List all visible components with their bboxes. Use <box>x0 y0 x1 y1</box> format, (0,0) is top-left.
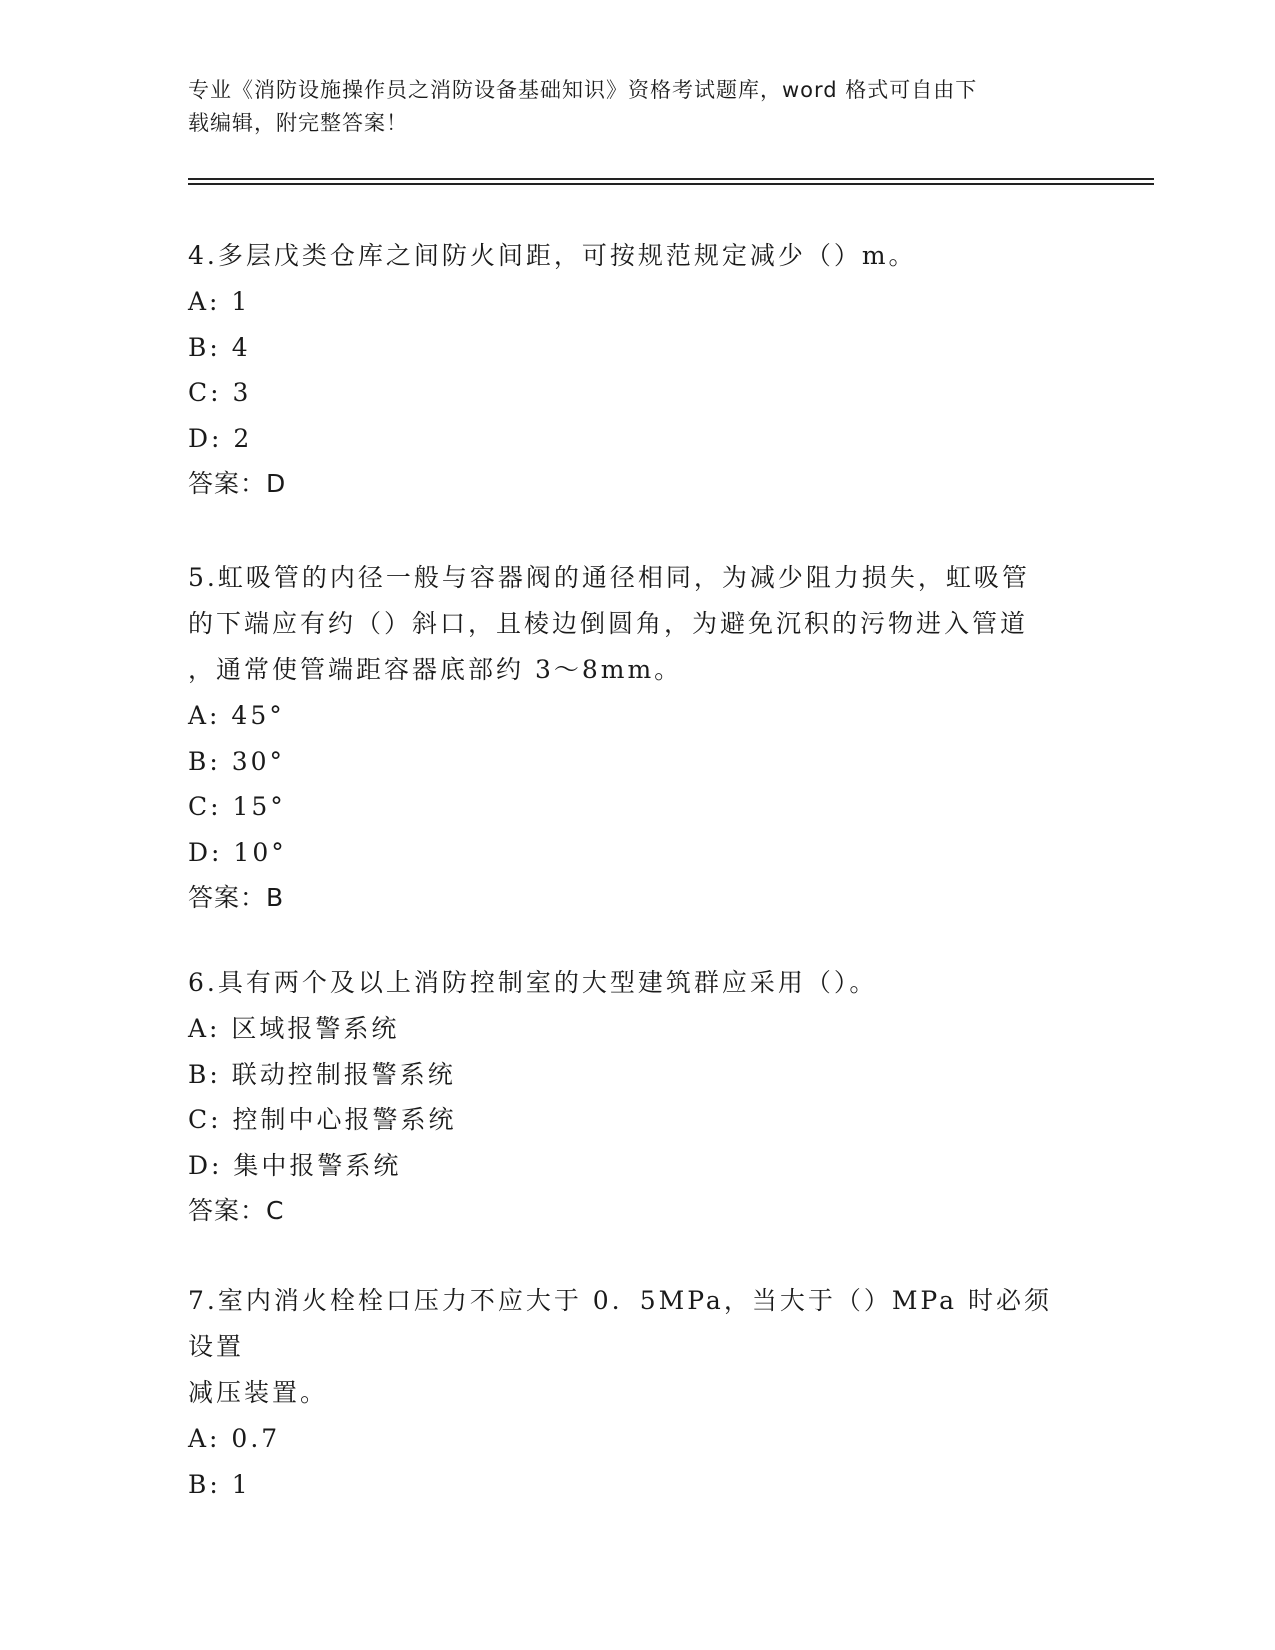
header-line-1: 专业《消防设施操作员之消防设备基础知识》资格考试题库，word 格式可自由下 <box>188 78 978 102</box>
option-a: A: 1 <box>188 287 251 316</box>
question-6 <box>188 960 1078 1233</box>
option-c: C: 3 <box>188 378 252 407</box>
option-d: D: 2 <box>188 423 253 453</box>
question-stem-line-2: 减压装置。 <box>188 1378 329 1407</box>
option-a: A: 45° <box>188 701 285 730</box>
option-b: B: 4 <box>188 332 251 362</box>
header-divider-top <box>188 178 1154 180</box>
question-stem-line-3: ，通常使管端距容器底部约 3～8mm。 <box>188 655 683 684</box>
option-d: D: 集中报警系统 <box>188 1150 402 1180</box>
option-c: C: 15° <box>188 792 286 821</box>
question-stem: 4.多层戊类仓库之间防火间距，可按规范规定减少（）m。 <box>188 241 917 270</box>
option-b: B: 1 <box>188 1469 251 1499</box>
option-a: A: 0.7 <box>188 1424 281 1453</box>
header-divider-bottom <box>188 183 1154 185</box>
document-header <box>188 74 1068 140</box>
header-line-2: 载编辑，附完整答案！ <box>188 111 408 135</box>
question-stem: 6.具有两个及以上消防控制室的大型建筑群应采用（）。 <box>188 968 878 997</box>
answer-label: 答案：B <box>188 883 285 912</box>
option-b: B: 联动控制报警系统 <box>188 1059 456 1089</box>
option-c: C: 控制中心报警系统 <box>188 1105 457 1134</box>
question-stem-line-1: 5.虹吸管的内径一般与容器阀的通径相同，为减少阻力损失，虹吸管 <box>188 563 1030 592</box>
option-b: B: 30° <box>188 746 286 776</box>
question-stem-line-1: 7.室内消火栓栓口压力不应大于 0．5MPa，当大于（）MPa 时必须设置 <box>188 1286 1052 1361</box>
question-5 <box>188 555 1078 920</box>
answer-label: 答案：D <box>188 469 287 498</box>
option-a: A: 区域报警系统 <box>188 1014 400 1043</box>
answer-label: 答案：C <box>188 1196 285 1225</box>
question-stem-line-2: 的下端应有约（）斜口，且棱边倒圆角，为避免沉积的污物进入管道 <box>188 609 1029 638</box>
question-7 <box>188 1278 1078 1507</box>
question-4 <box>188 233 1078 506</box>
option-d: D: 10° <box>188 837 287 867</box>
